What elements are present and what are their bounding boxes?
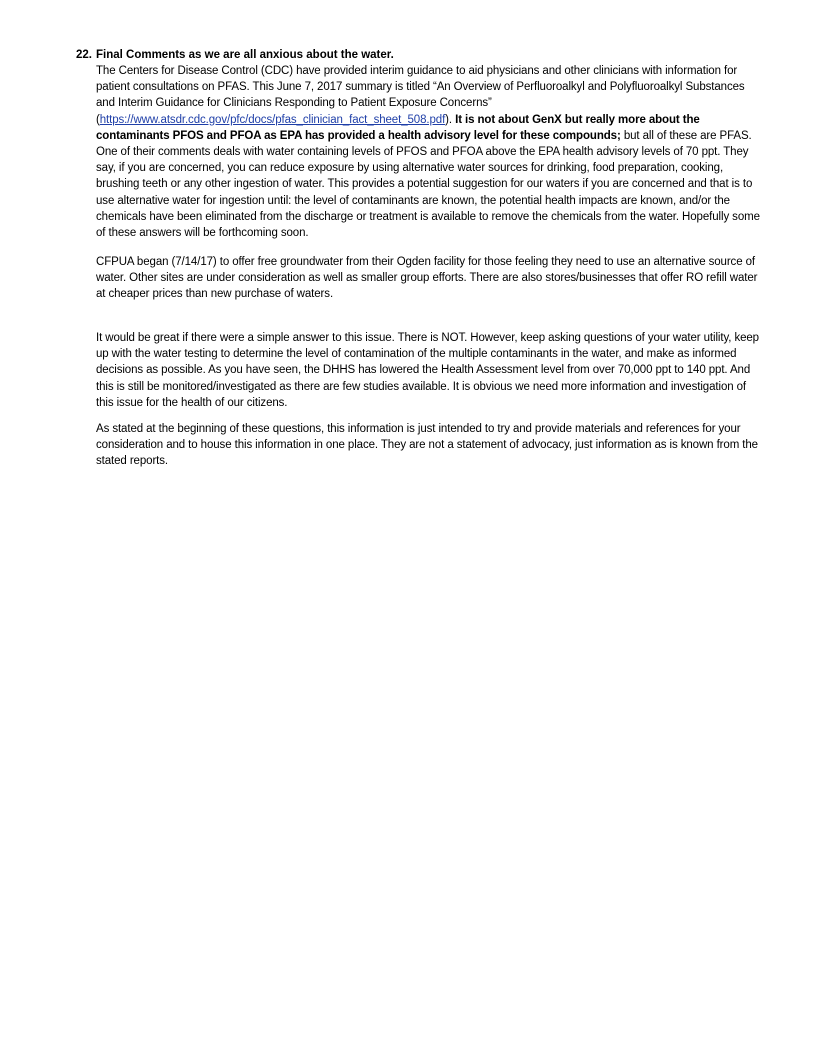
question-number: 22. bbox=[76, 49, 92, 61]
cfpua-paragraph: CFPUA began (7/14/17) to offer free groundwater from their Ogden facility for those feeling they need to use an alternative source of water. Other sites are under consideration as well as smaller group efforts. There are also stores/businesses that offer RO refill water at cheaper prices than new purchase of waters. bbox=[96, 256, 758, 301]
closing-paragraph: As stated at the beginning of these questions, this information is just intended to try and provide materials and references for your consideration and to house this information in one place. They are not a statement of advocacy, just information as is known from the stated reports. bbox=[96, 423, 758, 468]
cdc-fact-sheet-link[interactable]: https://www.atsdr.cdc.gov/pfc/docs/pfas_clinician_fact_sheet_508.pdf bbox=[99, 113, 446, 126]
question-title: Final Comments as we are all anxious about the water. bbox=[96, 49, 394, 61]
cdc-text-body: but all of these are PFAS. One of their comments deals with water containing levels of PFOS and PFOA above the EPA health advisory levels of 70 ppt. They say, if you are concerned, you can reduce exposure by using alternative water sources for drinking, food preparation, cooking, brushing teeth or any other ingestion of water. This provides a potential suggestion for our waters if you are concerned and that is to use alternative water for ingestion until: the level of contaminants are known, the potential health impacts are known, and/or the chemicals have been eliminated from the discharge or treatment is available to remove the chemicals from the water. Hopefully some of these answers will be forthcoming soon. bbox=[96, 129, 760, 240]
simple-answer-paragraph: It would be great if there were a simple answer to this issue. There is NOT. However, keep asking questions of your water utility, keep up with the water testing to determine the level of contamination of the multiple contaminants in the water, and make as informed decisions as possible. As you have seen, the DHHS has lowered the Health Assessment level from over 70,000 ppt to 140 ppt. And this is still be monitored/investigated as there are few studies available. It is obvious we need more information and investigation of this issue for the health of our citizens. bbox=[96, 332, 759, 409]
question-heading bbox=[76, 47, 766, 63]
cdc-text-close-paren: ). bbox=[445, 113, 456, 126]
cdc-guidance-paragraph bbox=[96, 63, 766, 241]
cdc-text-intro: The Centers for Disease Control (CDC) have provided interim guidance to aid physicians and other clinicians with information for patient consultations on PFAS. This June 7, 2017 summary is titled “An Overview of Perfluoroalkyl and Polyfluoroalkyl Substances and Interim Guidance for Clinicians Responding to Patient Exposure Concerns” ( bbox=[96, 65, 745, 126]
cdc-text-bold-note: It is not about GenX but really more about the contaminants PFOS and PFOA as EPA has provided a health advisory level for these compounds; bbox=[96, 113, 700, 142]
